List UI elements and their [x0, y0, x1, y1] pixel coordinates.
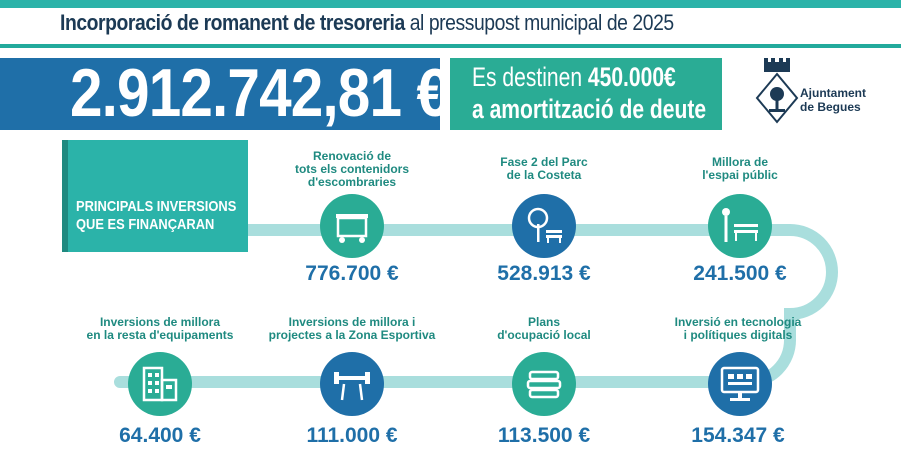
logo-line-2: de Begues — [800, 100, 861, 114]
item-icon-wrap-public-space — [708, 194, 772, 258]
item-label-technology: Inversió en tecnologia i polítiques digitals — [674, 315, 802, 342]
item-icon-wrap-jobs — [512, 352, 576, 416]
item-value-public-space: 241.500 € — [693, 262, 787, 285]
buildings-icon — [128, 352, 192, 416]
dumbbell-arm-icon — [320, 352, 384, 416]
page-title-rest: al pressupost municipal de 2025 — [404, 10, 674, 35]
item-value-jobs: 113.500 € — [497, 424, 591, 447]
item-label-equipment: Inversions de millora en la resta d'equipaments — [86, 315, 234, 342]
item-value-sports: 111.000 € — [306, 424, 398, 447]
item-icon-wrap-park — [512, 194, 576, 258]
item-label-sports: Inversions de millora i projectes a la Zona Esportiva — [268, 315, 436, 342]
item-icon-wrap-containers — [320, 194, 384, 258]
investments-heading-line-2: QUE ES FINANÇARAN — [76, 216, 215, 233]
item-value-park: 528.913 € — [497, 262, 591, 285]
item-icon-wrap-equipment — [128, 352, 192, 416]
investments-heading — [76, 198, 236, 234]
item-label-park: Fase 2 del Parc de la Costeta — [500, 155, 588, 182]
computer-monitor-icon — [708, 352, 772, 416]
book-stack-icon — [512, 352, 576, 416]
debt-line-2: a amortització de deute — [472, 94, 707, 124]
item-icon-wrap-technology — [708, 352, 772, 416]
waste-container-icon — [320, 194, 384, 258]
item-label-jobs: Plans d'ocupació local — [497, 315, 591, 342]
logo-line-1: Ajuntament — [800, 86, 866, 100]
item-value-equipment: 64.400 € — [119, 424, 201, 447]
item-label-containers: Renovació de tots els contenidors d'escombraries — [294, 149, 410, 189]
item-icon-wrap-sports — [320, 352, 384, 416]
item-value-technology: 154.347 € — [691, 424, 785, 447]
total-amount: 2.912.742,81 € — [70, 55, 449, 131]
investments-heading-line-1: PRINCIPALS INVERSIONS — [76, 198, 237, 215]
debt-amount: 450.000€ — [587, 62, 676, 92]
park-tree-bench-icon — [512, 194, 576, 258]
investments-heading-accent — [62, 140, 68, 252]
page-title-bold: Incorporació de romanent de tresoreria — [60, 10, 405, 35]
debt-prefix: Es destinen — [472, 62, 588, 92]
streetlight-bench-icon — [708, 194, 772, 258]
item-label-public-space: Millora de l'espai públic — [702, 155, 778, 182]
item-value-containers: 776.700 € — [305, 262, 399, 285]
investments-heading-box — [62, 140, 248, 252]
